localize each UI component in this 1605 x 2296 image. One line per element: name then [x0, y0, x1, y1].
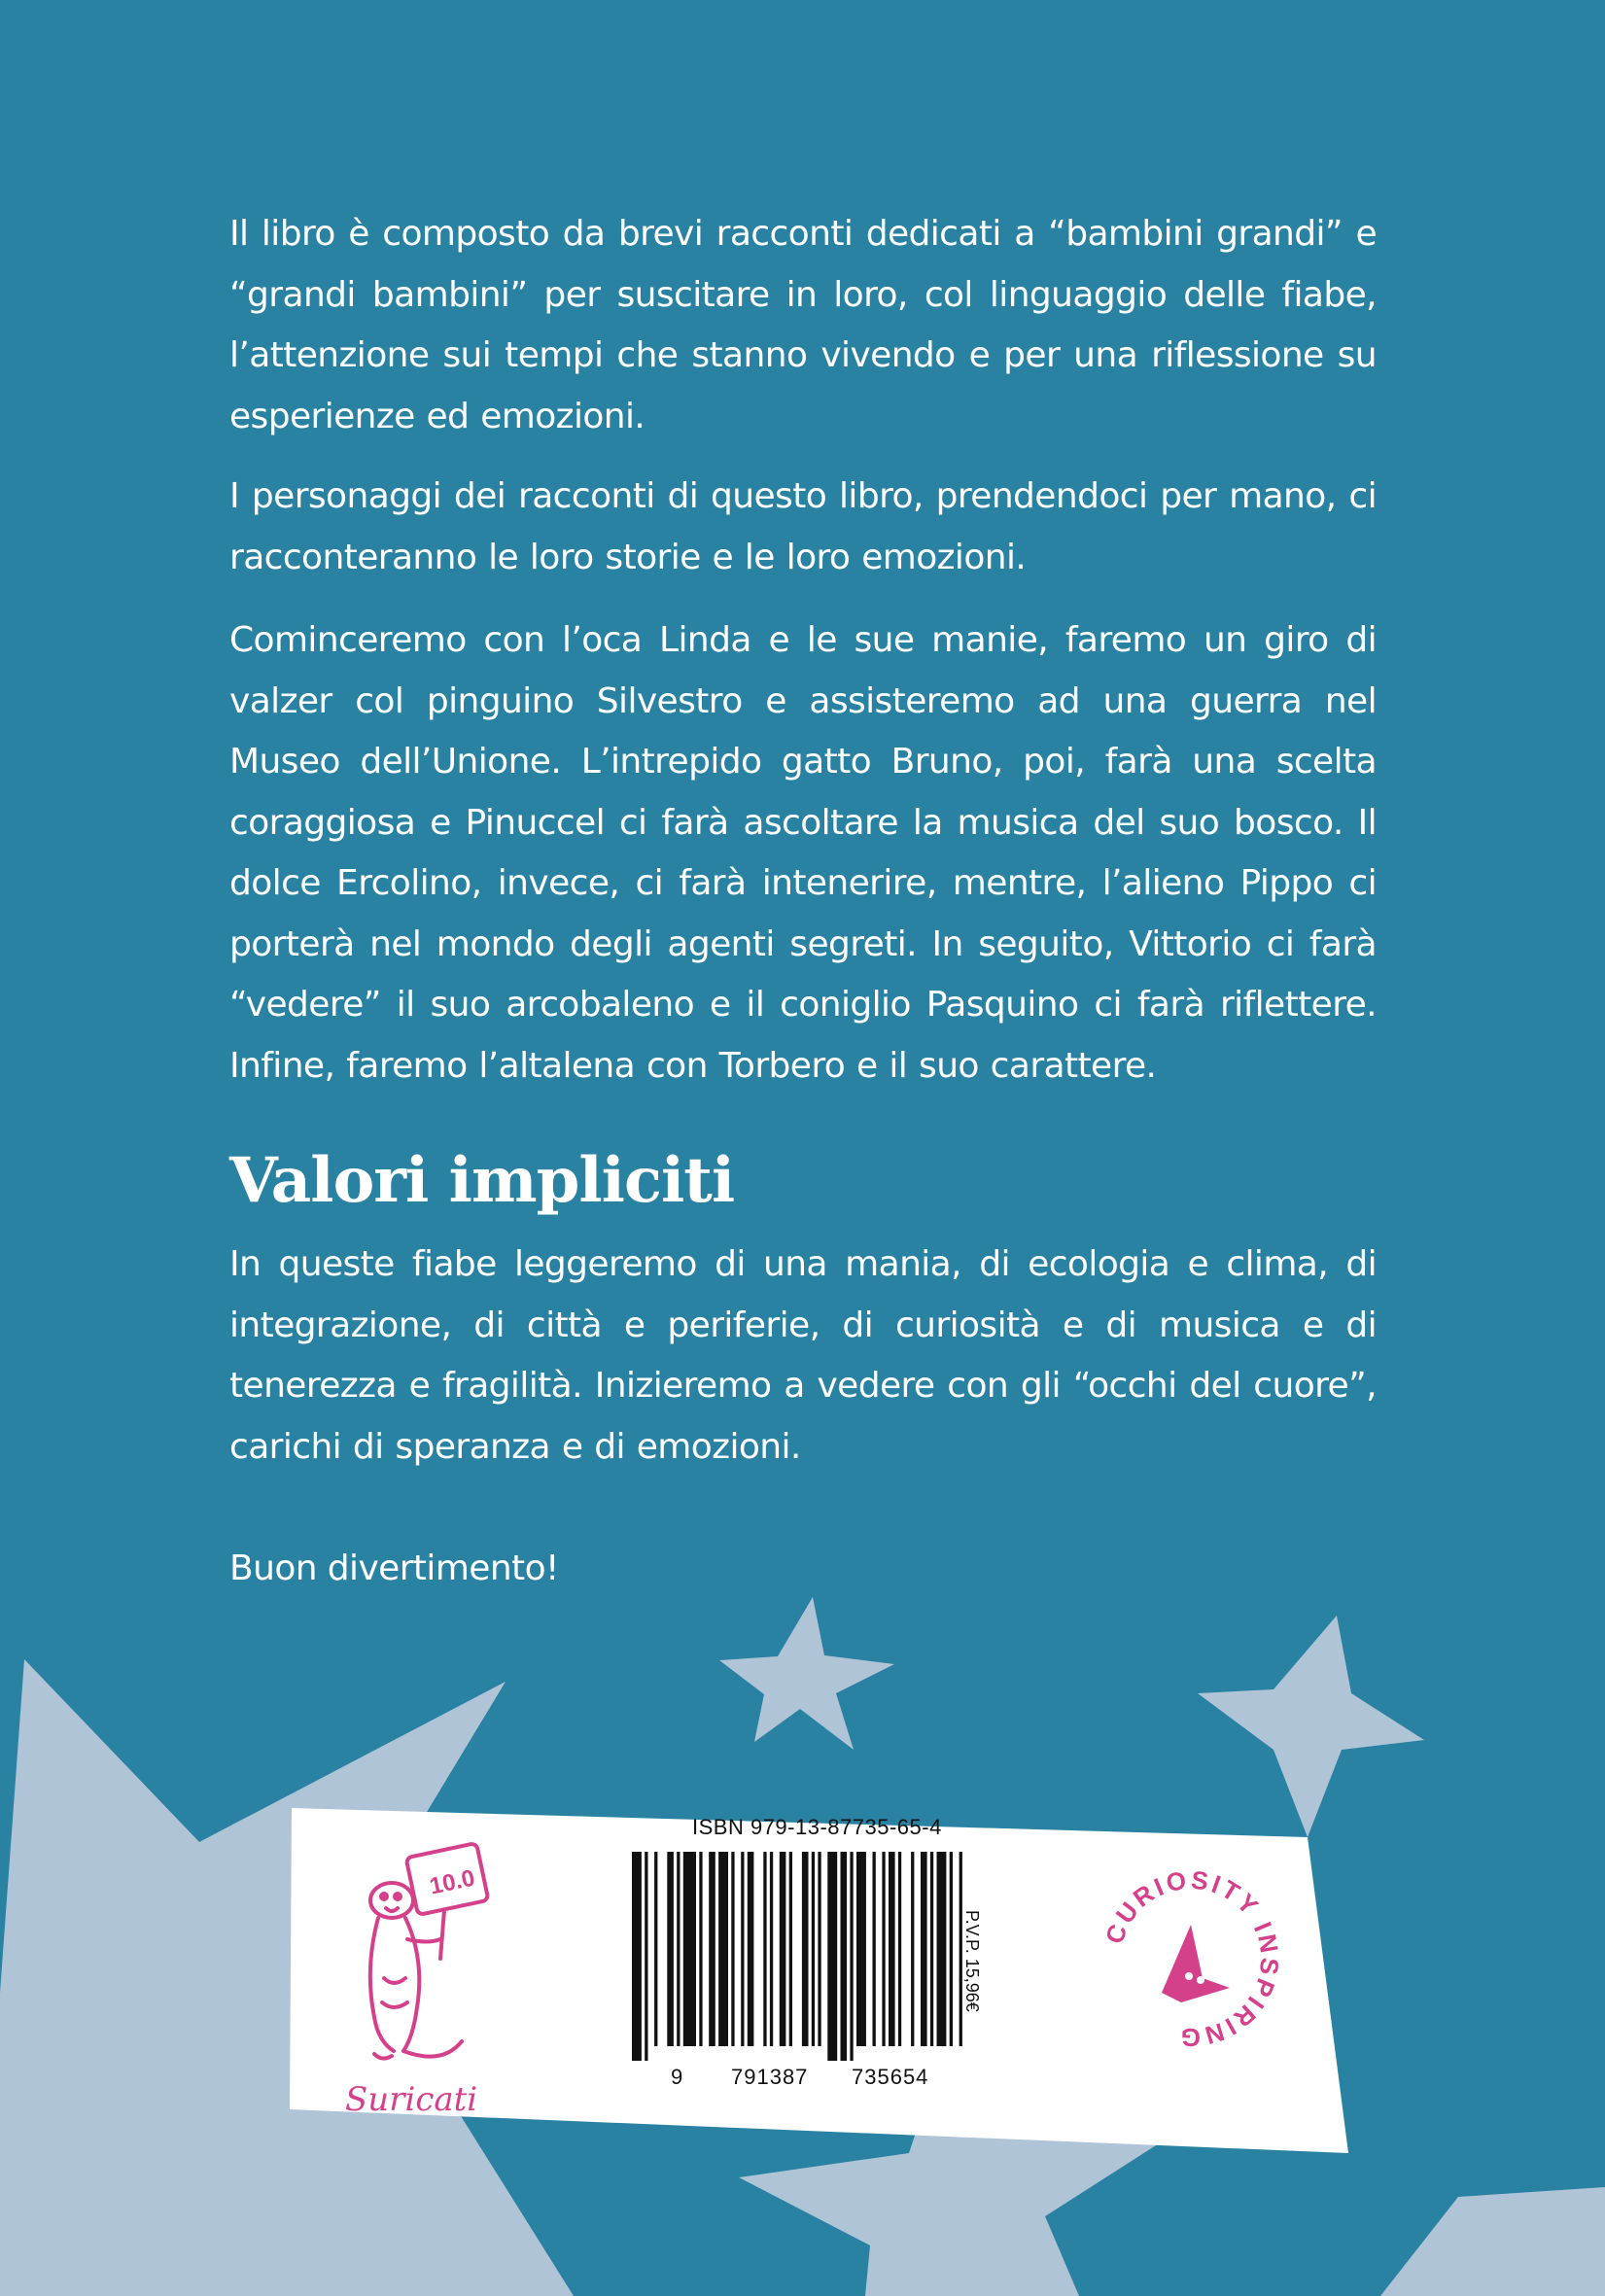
- star-small-middle: [719, 1597, 894, 1750]
- barcode-first-digit: 9: [671, 2065, 683, 2089]
- barcode-bar: [709, 1852, 715, 2046]
- description-text: [229, 204, 1377, 1600]
- barcode-bar: [889, 1852, 895, 2046]
- barcode-left-digits: 791387: [731, 2065, 809, 2089]
- star-right: [1198, 1616, 1424, 1837]
- barcode-bar: [770, 1852, 773, 2046]
- closing-line: Buon divertimento!: [229, 1548, 559, 1588]
- barcode-bar: [731, 1852, 734, 2046]
- barcode-bar: [921, 1852, 927, 2046]
- barcode-bar: [827, 1852, 837, 2061]
- barcode-bar: [911, 1852, 914, 2046]
- barcode-bar: [718, 1852, 728, 2046]
- seal-text: CURIOSITY INSPIRING: [1099, 1864, 1285, 2053]
- barcode-bar: [645, 1852, 647, 2061]
- barcode-bar: [654, 1852, 657, 2046]
- barcode-right-digits: 735654: [852, 2065, 929, 2089]
- barcode-bar: [780, 1852, 786, 2046]
- barcode-bar: [873, 1852, 876, 2046]
- characters-paragraph: I personaggi dei racconti di questo libro, prendendoci per mano, ci racconteranno le loro storie e le loro emozioni.: [229, 476, 1377, 577]
- star-bottom-right: [1380, 2187, 1605, 2296]
- barcode: [628, 1847, 968, 2066]
- barcode-bar: [763, 1852, 766, 2046]
- barcode-bar: [856, 1852, 866, 2046]
- stories-paragraph: Cominceremo con l’oca Linda e le sue manie, faremo un giro di valzer col pinguino Silvestro e assisteremo ad una guerra nel Museo dell’Unione. L’intrepido gatto Bruno, poi, farà una scelta coraggiosa e Pinuccel ci farà ascoltare la musica del suo bosco. Il dolce Ercolino, invece, ci farà intenerire, mentre, l’alieno Pippo ci porterà nel mondo degli agenti segreti. In seguito, Vittorio ci farà “vedere” il suo arcobaleno e il coniglio Pasquino ci farà riflettere. Infine, faremo l’altalena con Torbero e il suo carattere.: [229, 620, 1377, 1086]
- barcode-bar: [882, 1852, 885, 2046]
- barcode-bar: [812, 1852, 815, 2046]
- barcode-bar: [802, 1852, 809, 2046]
- price-label: P.V.P. 15,96€: [962, 1910, 982, 2012]
- barcode-bar: [748, 1852, 754, 2046]
- barcode-bar: [850, 1852, 853, 2061]
- barcode-bar: [789, 1852, 792, 2046]
- meerkat-logo-icon: [335, 1832, 510, 2085]
- barcode-bar: [741, 1852, 744, 2046]
- barcode-bar: [632, 1852, 642, 2061]
- barcode-bar: [667, 1852, 674, 2046]
- barcode-bar: [937, 1852, 947, 2046]
- values-paragraph: In queste fiabe leggeremo di una mania, di ecologia e clima, di integrazione, di città e periferie, di curiosità e di musica e di tenerezza e fragilità. Inizieremo a vedere con gli “occhi del cuore”, carichi di speranza e di emozioni.: [229, 1244, 1377, 1467]
- barcode-bar: [930, 1852, 933, 2046]
- barcode-bar: [950, 1852, 953, 2046]
- curiosity-seal-icon: [1094, 1861, 1288, 2056]
- barcode-bar: [898, 1852, 901, 2046]
- sign-text: 10.0: [427, 1864, 477, 1900]
- values-heading: Valori impliciti: [229, 1144, 735, 1217]
- isbn-number: ISBN 979-13-87735-65-4: [692, 1815, 942, 1839]
- barcode-bar: [677, 1852, 680, 2046]
- barcode-bar: [841, 1852, 848, 2061]
- barcode-bar: [818, 1852, 820, 2046]
- barcode-bar: [683, 1852, 696, 2046]
- intro-paragraph: Il libro è composto da brevi racconti dedicati a “bambini grandi” e “grandi bambini” per suscitare in loro, col linguaggio delle fiabe, l’attenzione sui tempi che stanno vivendo e per una riflessione su esperienze ed emozioni.: [229, 214, 1377, 436]
- publisher-name: Suricati: [345, 2080, 478, 2119]
- barcode-bar: [699, 1852, 702, 2046]
